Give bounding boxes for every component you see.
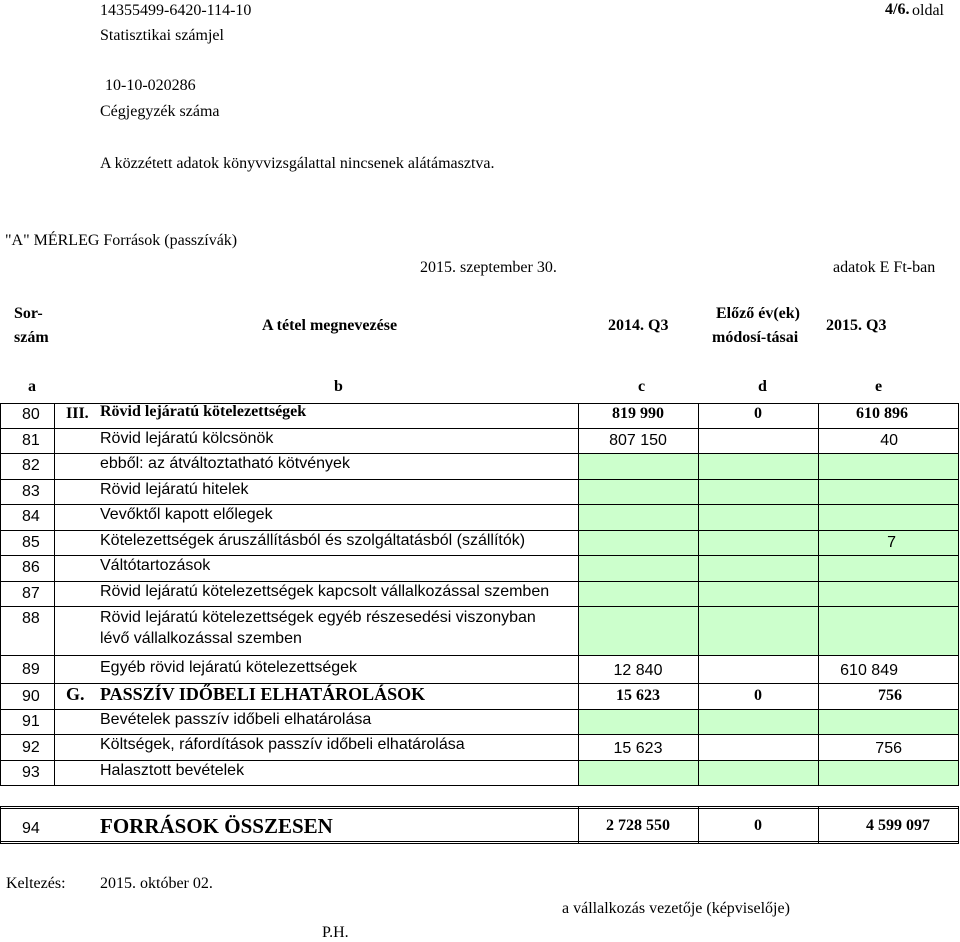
row-number: 88 — [22, 610, 40, 627]
row-label: Halasztott bevételek — [100, 762, 245, 779]
value-e: 610 896 — [856, 405, 908, 422]
input-cells-82-85 — [578, 453, 959, 559]
row-label: Váltótartozások — [100, 557, 211, 574]
dated-label: Keltezés: — [6, 875, 66, 892]
value-c: 12 840 — [613, 662, 663, 679]
row-number: 85 — [22, 534, 40, 551]
value-c: 819 990 — [612, 405, 664, 422]
value-d: 0 — [754, 405, 762, 422]
input-cells-91 — [578, 709, 959, 734]
value-e: 756 — [875, 740, 902, 757]
value-e: 7 — [887, 534, 896, 551]
col-mod-line2: módosí-tásai — [712, 329, 799, 346]
col-letter-e: e — [875, 378, 883, 395]
total-value-c: 2 728 550 — [606, 817, 670, 834]
col-sor-line2: szám — [14, 329, 49, 346]
row-number: 92 — [22, 739, 40, 756]
row-prefix: G. — [66, 684, 85, 704]
row-label: Rövid lejáratú kötelezettségek — [100, 403, 307, 420]
col-letter-c: c — [638, 378, 646, 395]
row-number: 86 — [22, 559, 40, 576]
row-number: 83 — [22, 483, 40, 500]
total-value-d: 0 — [754, 817, 762, 834]
row-label-continued: lévő vállalkozással szemben — [100, 630, 302, 647]
row-label: ebből: az átváltoztatható kötvények — [100, 455, 350, 472]
row-number: 91 — [22, 713, 40, 730]
col-mod-line1: Előző év(ek) — [716, 305, 800, 322]
row-label: PASSZÍV IDŐBELI ELHATÁROLÁSOK — [100, 684, 426, 704]
report-date: 2015. szeptember 30. — [420, 259, 557, 276]
row-number: 87 — [22, 585, 40, 602]
input-cells-93 — [578, 760, 959, 785]
row-number: 94 — [22, 820, 40, 837]
signatory-label: a vállalkozás vezetője (képviselője) — [562, 900, 790, 917]
row-label: Bevételek passzív időbeli elhatárolása — [100, 711, 372, 728]
registration-label: Cégjegyzék száma — [100, 103, 220, 120]
row-number: 81 — [22, 432, 40, 449]
value-e: 40 — [880, 432, 898, 449]
total-value-e: 4 599 097 — [866, 817, 930, 834]
row-label: Rövid lejáratú kötelezettségek kapcsolt vállalkozással szemben — [100, 583, 550, 600]
value-e: 756 — [878, 687, 902, 704]
page-suffix: oldal — [912, 2, 944, 19]
row-label: Rövid lejáratú hitelek — [100, 481, 249, 498]
value-c: 15 623 — [616, 687, 660, 704]
row-number: 93 — [22, 764, 40, 781]
col-curr-header: 2015. Q3 — [826, 317, 887, 334]
input-cells-86-88 — [578, 559, 959, 655]
row-prefix: III. — [66, 405, 89, 422]
audit-note: A közzétett adatok könyvvizsgálattal nincsenek alátámasztva. — [100, 155, 495, 172]
row-label: Rövid lejáratú kötelezettségek egyéb részesedési viszonyban — [100, 609, 536, 626]
col-sor-line1: Sor- — [14, 305, 43, 322]
row-label: Költségek, ráfordítások passzív időbeli elhatárolása — [100, 736, 465, 753]
value-c: 807 150 — [609, 432, 667, 449]
value-d: 0 — [754, 687, 762, 704]
row-label: Vevőktől kapott előlegek — [100, 506, 273, 523]
total-label: FORRÁSOK ÖSSZESEN — [100, 814, 333, 838]
row-label: Egyéb rövid lejáratú kötelezettségek — [100, 659, 358, 676]
unit-label: adatok E Ft-ban — [833, 259, 936, 276]
statistical-code-label: Statisztikai számjel — [100, 27, 224, 44]
col-prev-header: 2014. Q3 — [608, 317, 669, 334]
value-c: 15 623 — [613, 740, 663, 757]
dated-value: 2015. október 02. — [100, 875, 213, 892]
row-number: 82 — [22, 457, 40, 474]
registration-number: 10-10-020286 — [105, 77, 196, 94]
row-number: 84 — [22, 508, 40, 525]
value-e: 610 849 — [840, 662, 898, 679]
row-label: Kötelezettségek áruszállításból és szolgáltatásból (szállítók) — [100, 532, 526, 549]
section-title: "A" MÉRLEG Források (passzívák) — [5, 232, 238, 249]
row-number: 80 — [22, 406, 40, 423]
row-number: 90 — [22, 688, 40, 705]
col-letter-a: a — [28, 378, 36, 395]
row-number: 89 — [22, 661, 40, 678]
statistical-code: 14355499-6420-114-10 — [100, 2, 252, 19]
row-label: Rövid lejáratú kölcsönök — [100, 430, 274, 447]
page-number: 4/6. — [885, 1, 910, 18]
stamp-label: P.H. — [322, 924, 349, 941]
col-letter-b: b — [334, 378, 343, 395]
col-name-header: A tétel megnevezése — [262, 317, 398, 334]
col-letter-d: d — [758, 378, 767, 395]
